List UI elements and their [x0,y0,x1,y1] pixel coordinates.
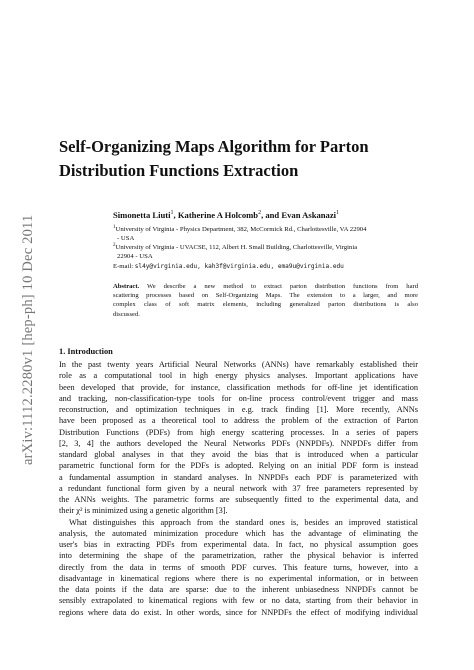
affiliation-marker: 2 [113,243,116,248]
body-line: role as a computational tool in high energy physics analyses. Important applications have [59,371,418,381]
body-line: the ANNs weights. The parametric forms are subsequently fitted to the experimental data, and [59,495,418,504]
body-text [59,359,418,618]
body-line: analysis, the automated minimization procedure which has the advantage of eliminating the [59,528,418,538]
abstract-label: Abstract. [113,283,140,290]
body-line: sensibly extrapolated to kinematical regions with few or no data, starting from their behavior in [59,596,418,606]
author-name: Simonetta Liuti [113,210,171,220]
affiliation-marker: 1 [170,210,174,217]
affiliation-marker: 1 [113,225,116,230]
body-line: disadvantage in kinematical regions where there is no experimental information, or in between [59,573,418,583]
paper-title [59,135,419,183]
abstract-line: discussed. [113,310,140,318]
abstract-line: complex class of soft matrix elements, including generalized parton distributions is also [113,301,418,309]
body-line: standard global analyses in that they avoid the bias that is introduced when a particular [59,450,418,459]
body-line: a fundamental assumption in standard analyses. In NNPDFs each PDF is parameterized with [59,472,418,482]
abstract-text: We describe a new method to extract parton distribution functions from hard [139,283,418,290]
abstract-line: scattering processes based on Self-Organizing Maps. The extension to a larger, and more [113,292,418,300]
body-line: the data points if the data are sparse: due to the inherent unbiasedness NNPDFs cannot be [59,585,418,594]
author-name: , and Evan Askanazi [261,210,337,220]
body-line: reconstruction, and optimization techniques in e.g. track finding [1]. More recently, ANNs [59,405,418,414]
body-line: user's bias in extracting PDFs from experimental data. In fact, no physical assumption goes [59,540,418,549]
affiliation-marker: 1 [336,210,340,217]
affiliation [113,241,418,261]
body-line: a redundant functional form given by a neural network with 37 free parameters represented by [59,483,418,493]
section-heading: 1. Introduction [59,347,113,356]
email-label: E-mail: [113,263,134,270]
body-line: into determining the shape of the parametrization, rather the physical behavior is inferred [59,551,418,561]
body-line: been developed that provide, for instance, classification methods for off-line jet identification [59,382,418,392]
body-line: In the past twenty years Artificial Neural Networks (ANNs) have remarkably established their [59,360,418,369]
body-line: directly from the data in terms of smooth PDF curves. This feature turns, however, into a [59,562,418,572]
body-line: have been proposed as a theoretical tool to address the problem of the extraction of Parton [59,416,418,426]
affiliation-marker: 2 [258,210,262,217]
body-line: and tracking, non-classification-type tools for on-line process control/event trigger and mass [59,393,418,403]
title-line: Self-Organizing Maps Algorithm for Parton [59,137,369,156]
body-line: parametric functional form for the PDFs is adopted. Relying on an initial PDF form is instead [59,461,418,471]
author-list [113,210,339,220]
body-line: regions where data do exist. In other words, since for NNPDFs the effect of modifying individual [59,607,418,617]
abstract-line [113,282,418,291]
body-line: Distribution Functions (PDFs) from high energy scattering processes. In a series of papers [59,427,418,437]
email-addresses: sl4y@virginia.edu, kah3f@virginia.edu, ema9u@virginia.edu [134,263,344,270]
body-line: [2, 3, 4] the authors developed the Neural Networks PDFs (NNPDFs). NNPDFs differ from [59,438,418,448]
abstract [113,282,418,319]
affiliation-line: 22904 - USA [117,253,153,261]
affiliation-line: University of Virginia - UVACSE, 112, Albert H. Small Building, Charlottesville, Virginia [115,244,358,252]
arxiv-stamp-text: arXiv:1112.2280v1 [hep-ph] 10 Dec 2011 [20,214,36,465]
body-line: What distinguishes this approach from the standard ones is, besides an improved statistical [69,517,418,527]
author-name: , Katherine A Holcomb [173,210,259,220]
affiliation-line: University of Virginia - Physics Department, 382, McCormick Rd., Charlottesville, VA 22904 [115,226,367,234]
affiliation-line: - USA [117,235,135,243]
email-line [113,263,344,270]
title-line: Distribution Functions Extraction [59,161,299,180]
body-line: their χ² is minimized using a genetic algorithm [3]. [59,506,228,516]
